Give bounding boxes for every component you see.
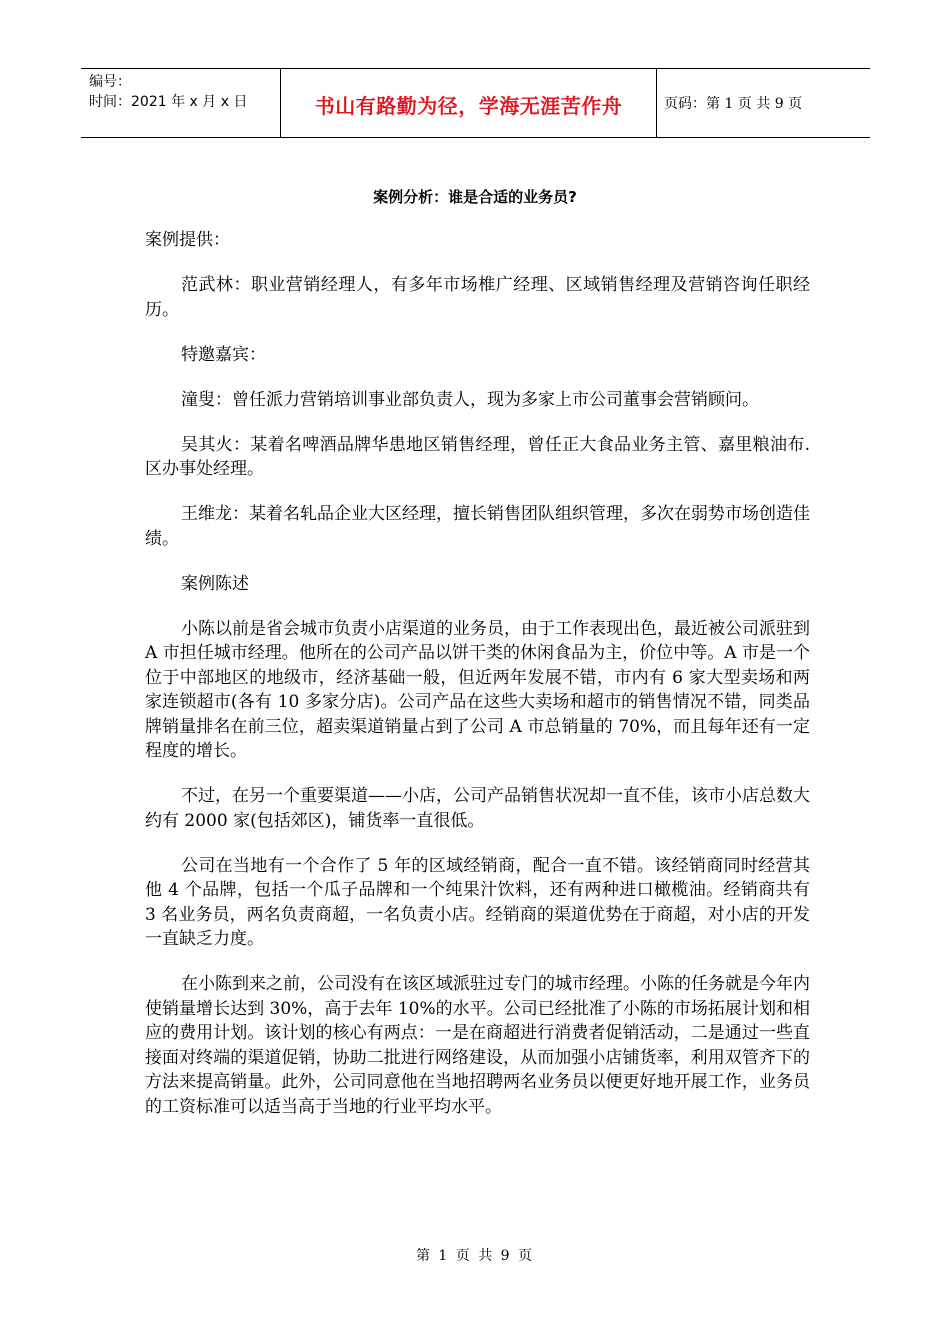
paragraph: 公司在当地有一个合作了 5 年的区域经销商，配合一直不错。该经销商同时经营其他 4 个品牌，包括一个瓜子品牌和一个纯果汁饮料，还有两种进口橄榄油。经销商共有 3 名业务员，两名负责商超，一名负责小店。经销商的渠道优势在于商超，对小店的开发一直缺乏力度。 [145,855,810,949]
header-motto-cell [281,69,657,137]
header-meta [81,69,281,137]
paragraph: 在小陈到来之前，公司没有在该区域派驻过专门的城市经理。小陈的任务就是今年内使销量增长达到 30%，高于去年 10%的水平。公司已经批准了小陈的市场拓展计划和相应的费用计划。该计划的核心有两点：一是在商超进行消费者促销活动，二是通过一些直接面对终端的渠道促销，协助二批进行网络建设，从而加强小店铺货率，利用双管齐下的方法来提高销量。此外，公司同意他在当地招聘两名业务员以便更好地开展工作，业务员的工资标准可以适当高于当地的行业平均水平。 [145,974,810,1117]
document-title: 案例分析：谁是合适的业务员? [373,188,577,206]
doc-number-label: 编号： [89,74,131,90]
paragraph: 潼叟：曾任派力营销培训事业部负责人，现为多家上市公司董事会营销顾问。 [181,389,759,410]
header-page-info-cell [657,69,870,137]
paragraph: 吴其火：某着名啤酒品牌华患地区销售经理，曾任正大食品业务主管、嘉里粮油布.区办事处经理。 [145,434,810,479]
paragraph: 案例提供： [145,230,230,250]
page-footer: 第 1 页 共 9 页 [415,1248,535,1264]
paragraph: 不过，在另一个重要渠道——小店，公司产品销售状况却一直不佳，该市小店总数大约有 2000 家(包括郊区)，铺货率一直很低。 [145,786,810,831]
paragraph: 王维龙：某着名轧品企业大区经理，擅长销售团队组织管理，多次在弱势市场创造佳绩。 [145,504,810,549]
header-table [81,68,870,138]
paragraph: 案例陈述 [181,573,249,594]
paragraph: 范武林：职业营销经理人，有多年市场椎广经理、区域销售经理及营销咨询任职经历。 [145,275,810,320]
doc-time-label: 时间：2021 年 x 月 x 日 [89,94,248,110]
paragraph: 小陈以前是省会城市负责小店渠道的业务员，由于工作表现出色，最近被公司派驻到 A 市担任城市经理。他所在的公司产品以饼干类的休闲食品为主，价位中等。A 市是一个位于中部地区的地级市，经济基础一般，但近两年发展不错，市内有 6 家大型卖场和两家连锁超市(各有 10 多家分店)。公司产品在这些大卖场和超市的销售情况不错，同类品牌销量排名在前三位，超卖渠道销量占到了公司 A 市总销量的 70%，而且每年还有一定程度的增长。 [145,618,810,761]
document-body [145,228,810,1140]
header-motto: 书山有路勤为径，学海无涯苦作舟 [314,93,623,118]
paragraph: 特邀嘉宾： [181,344,266,365]
header-page-info: 页码：第 1 页 共 9 页 [664,96,803,112]
